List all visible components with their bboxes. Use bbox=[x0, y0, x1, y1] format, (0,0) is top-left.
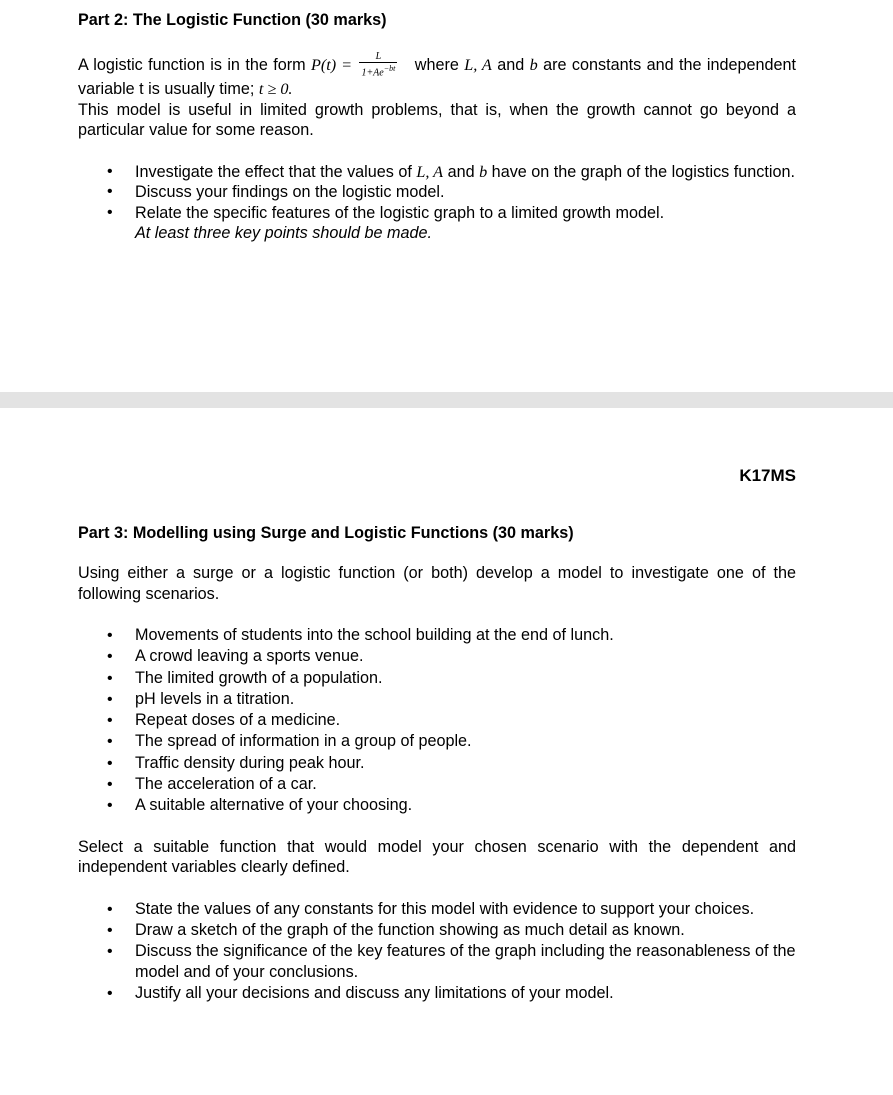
key-points-note: At least three key points should be made. bbox=[135, 224, 432, 243]
list-item: • The spread of information in a group of people. bbox=[78, 731, 796, 752]
part2-description: This model is useful in limited growth problems, that is, when the growth cannot go beyond a particular value for some reason. bbox=[78, 100, 796, 140]
part3-task-list bbox=[78, 899, 796, 1004]
scenario-list bbox=[78, 625, 796, 817]
part3-section bbox=[78, 523, 796, 1004]
part2-section bbox=[78, 10, 796, 244]
part3-select-text: Select a suitable function that would model your chosen scenario with the dependent and independent variables clearly defined. bbox=[78, 837, 796, 877]
list-item: • Relate the specific features of the logistic graph to a limited growth model. At least three key points should be made. bbox=[78, 203, 796, 244]
page-two bbox=[0, 408, 893, 1095]
list-item: • Investigate the effect that the values of L, A and b have on the graph of the logistics function. bbox=[78, 162, 796, 183]
list-item: • Movements of students into the school building at the end of lunch. bbox=[78, 625, 796, 646]
formula-lhs: P(t) = bbox=[311, 55, 353, 74]
part2-intro: A logistic function is in the form P(t) = $\frac{L}{1+Ae^{-bt}}$ where L, A and b are constants and the independent variable t is usually time; t ≥ 0. bbox=[78, 51, 796, 99]
list-item: • The acceleration of a car. bbox=[78, 774, 796, 795]
part3-heading: Part 3: Modelling using Surge and Logistic Functions (30 marks) bbox=[78, 524, 574, 542]
list-item: • A crowd leaving a sports venue. bbox=[78, 646, 796, 667]
list-item: • A suitable alternative of your choosing. bbox=[78, 795, 796, 816]
part3-intro: Using either a surge or a logistic function (or both) develop a model to investigate one of the following scenarios. bbox=[78, 564, 796, 603]
list-item: • Traffic density during peak hour. bbox=[78, 753, 796, 774]
list-item: • Discuss the significance of the key features of the graph including the reasonableness of the model and of your conclusions. bbox=[78, 941, 796, 983]
list-item: • The limited growth of a population. bbox=[78, 668, 796, 689]
list-item: • State the values of any constants for this model with evidence to support your choices. bbox=[78, 899, 796, 920]
list-item: • Repeat doses of a medicine. bbox=[78, 710, 796, 731]
logistic-formula: $\frac{L}{1+Ae^{-bt}}$ bbox=[361, 51, 396, 79]
list-item: • pH levels in a titration. bbox=[78, 689, 796, 710]
part2-heading: Part 2: The Logistic Function (30 marks) bbox=[78, 11, 387, 29]
page-separator bbox=[0, 392, 893, 408]
course-code: K17MS bbox=[739, 466, 796, 485]
list-item: • Draw a sketch of the graph of the function showing as much detail as known. bbox=[78, 920, 796, 941]
list-item: • Justify all your decisions and discuss any limitations of your model. bbox=[78, 983, 796, 1004]
page-one bbox=[0, 0, 893, 392]
t-condition: t ≥ 0. bbox=[258, 80, 293, 99]
list-item: • Discuss your findings on the logistic model. bbox=[78, 182, 796, 203]
part2-tasks-list bbox=[78, 162, 796, 244]
